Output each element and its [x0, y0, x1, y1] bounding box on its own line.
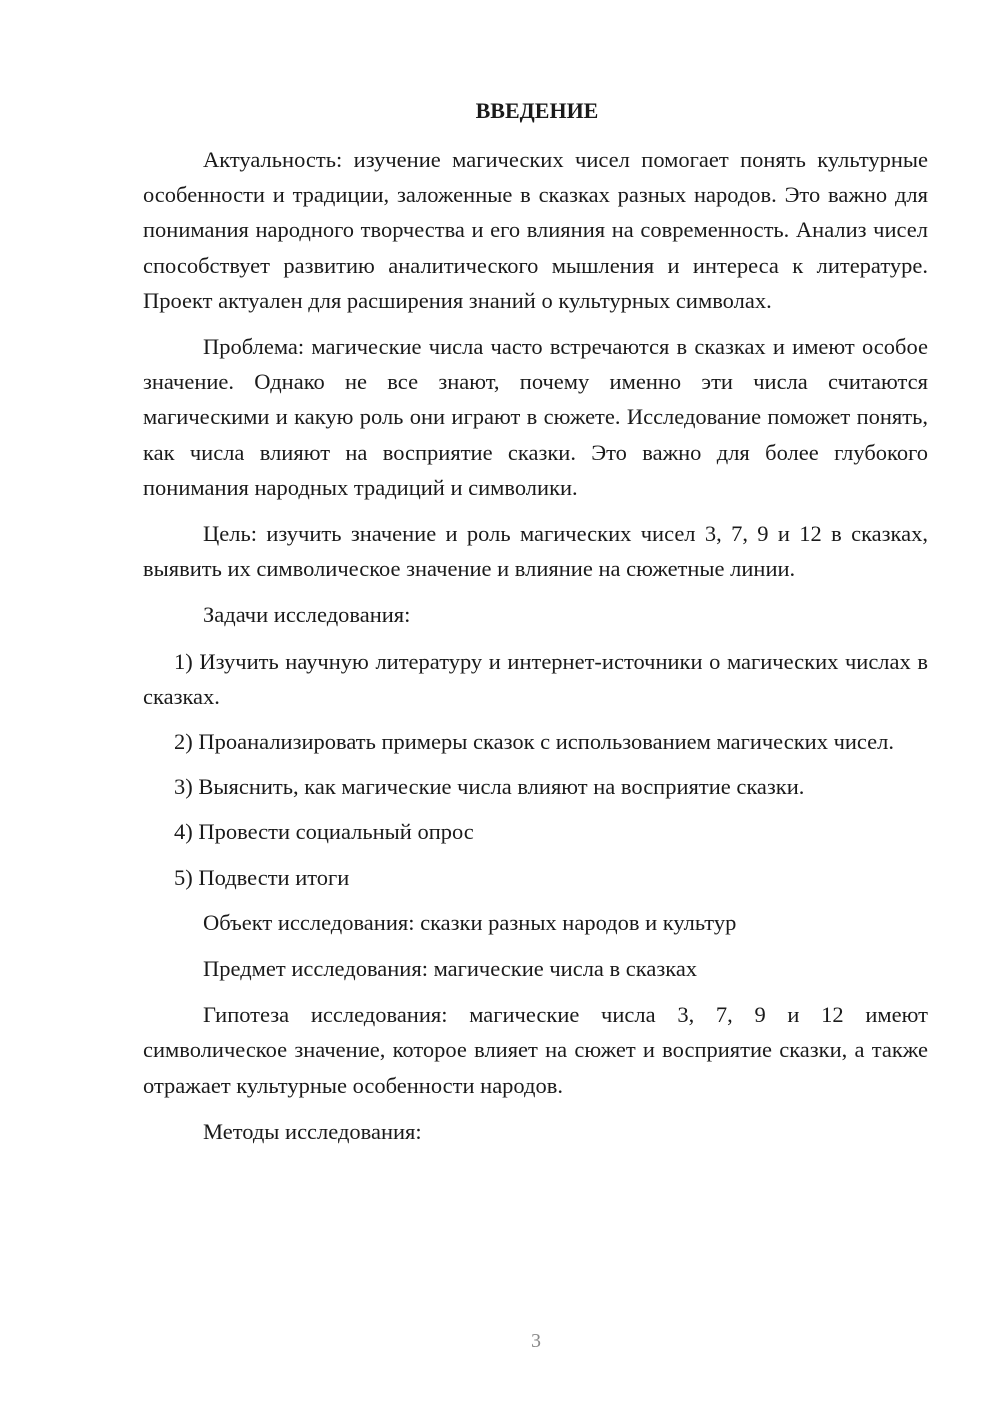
- hypothesis-paragraph: Гипотеза исследования: магические числа 3, 7, 9 и 12 имеют символическое значение, которое влияет на сюжет и восприятие сказки, а также отражает культурные особенности народов.: [143, 1002, 928, 1098]
- task-item-3: 3) Выяснить, как магические числа влияют на восприятие сказки.: [174, 774, 805, 800]
- task-item-5: 5) Подвести итоги: [174, 864, 350, 890]
- problem-paragraph: Проблема: магические числа часто встречаются в сказках и имеют особое значение. Однако не все знают, почему именно эти числа считаются магическими и какую роль они играют в сюжете. Исследование поможет понять, как числа влияют на восприятие сказки. Это важно для более глубокого понимания народных традиций и символики.: [143, 334, 928, 500]
- object-paragraph: Объект исследования: сказки разных народов и культур: [203, 909, 737, 935]
- methods-title: Методы исследования:: [203, 1118, 422, 1144]
- section-heading: ВВЕДЕНИЕ: [475, 98, 599, 123]
- tasks-title: Задачи исследования:: [203, 602, 411, 628]
- goal-paragraph: Цель: изучить значение и роль магических чисел 3, 7, 9 и 12 в сказках, выявить их символическое значение и влияние на сюжетные линии.: [143, 521, 928, 582]
- relevance-paragraph: Актуальность: изучение магических чисел помогает понять культурные особенности и традиции, заложенные в сказках разных народов. Это важно для понимания народного творчества и его влияния на современность. Анализ чисел способствует развитию аналитического мышления и интереса к литературе. Проект актуален для расширения знаний о культурных символах.: [143, 147, 928, 313]
- page-content: [143, 96, 928, 1160]
- page-number: 3: [531, 1330, 541, 1352]
- task-item-1: 1) Изучить научную литературу и интернет-источники о магических числах в сказках.: [143, 648, 928, 709]
- task-item-4: 4) Провести социальный опрос: [174, 819, 474, 845]
- subject-paragraph: Предмет исследования: магические числа в сказках: [203, 956, 698, 982]
- task-item-2: 2) Проанализировать примеры сказок с использованием магических чисел.: [174, 729, 895, 755]
